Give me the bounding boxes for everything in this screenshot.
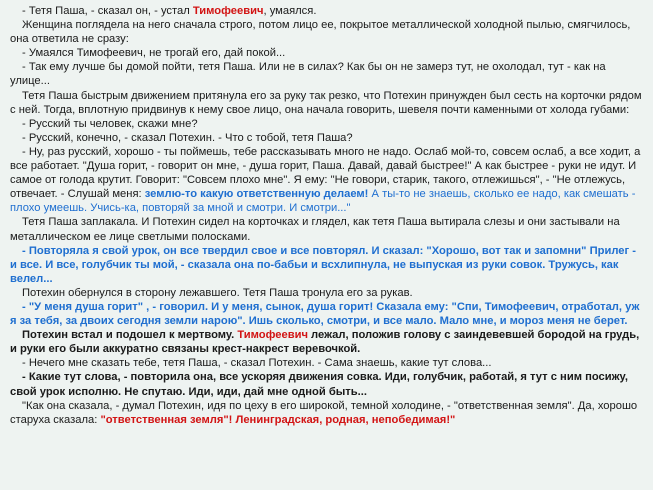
paragraph-5 — [10, 89, 643, 117]
text-run: - Русский ты человек, скажи мне? — [22, 117, 198, 130]
paragraph-8 — [10, 145, 643, 215]
text-run: землю-то какую ответственную делаем! — [144, 188, 369, 201]
text-run: - Повторяла я свой урок, он все твердил свое и все повторял. И сказал: "Хорошо, вот так и запомни" — [22, 244, 590, 257]
paragraph-1 — [10, 4, 643, 18]
paragraph-3 — [10, 46, 643, 60]
text-run: - Умаялся Тимофеевич, не трогай его, дай покой... — [22, 47, 286, 60]
paragraph-9 — [10, 215, 643, 243]
text-run: Тимофеевич — [192, 5, 264, 17]
paragraph-12 — [10, 300, 643, 328]
text-run: - Русский, конечно, - сказал Потехин. - Что с тобой, тетя Паша? — [22, 131, 353, 144]
text-run: Потехин обернулся в сторону лежавшего. Тетя Паша тронула его за рукав. — [22, 286, 413, 299]
text-run: Потехин встал и подошел к мертвому. — [22, 329, 238, 342]
paragraph-11 — [10, 286, 643, 300]
text-run: "Как она сказала, - думал Потехин, идя по цеху в его широкой, темной холодине, - "ответственная земля". Да, хорошо старуха сказала: — [10, 399, 638, 426]
paragraph-6 — [10, 117, 643, 131]
paragraph-14 — [10, 356, 643, 370]
paragraph-2 — [10, 18, 643, 46]
text-run: - "У меня душа горит" , - говорил. И у меня, сынок, душа горит! Сказала ему: "Спи, Тимофеевич, отработал, уж я за тебя, за двоих сегодня земли нарою". Ишь сколько, смотри, и все мало. Мало мне, и мороз меня не берет. — [10, 300, 640, 328]
paragraph-4 — [10, 60, 643, 88]
text-run: "ответственная земля"! Ленинградская, родная, непобедимая!" — [100, 413, 456, 426]
text-run: - Так ему лучше бы домой пойти, тетя Паша. Или не в силах? Как бы он не замерз тут, не охолодал, тут - как на улице... — [10, 61, 606, 88]
text-run: Тетя Паша заплакала. И Потехин сидел на корточках и глядел, как тетя Паша вытирала слезы и они застывали на металлическом ее лице светлыми полосками. — [10, 216, 620, 243]
text-run: - Тетя Паша, - сказал он, - устал — [22, 5, 193, 17]
text-run: - Ну, раз русский, хорошо - ты поймешь, тебе рассказывать много не надо. Ослаб мой-то, совсем ослаб, а все ходит, а все работает. "Душа горит, - говорит он мне, - душа горит, Паша. Давай, давай быстрее!" А как быстрее - руки не идут. И самое от голода крутит. Говорит: "Совсем плохо мне". Я ему: "Не говори, старик, такого, отлежишься", - "Не отлежусь, отвечает. - Слушай меня: — [10, 145, 641, 201]
paragraph-16 — [10, 399, 643, 427]
text-run: Прилег - и все. И все, голубчик ты мой, - сказала она по-бабьи и всхлипнула, не выпуская из руки совок. Тружусь, как велел... — [10, 244, 637, 285]
text-run: А ты-то не знаешь, сколько ее надо, как смешать - плохо умеешь. Учись-ка, повторяй за мной и смотри. И смотри..." — [10, 188, 636, 215]
text-run: - Нечего мне сказать тебе, тетя Паша, - сказал Потехин. - Сама знаешь, какие тут слова... — [22, 357, 492, 370]
text-run: Тимофеевич — [237, 329, 308, 342]
text-run: лежал, положив голову с заиндевевшей бородой на грудь, и руки его были аккуратно связаны крест-накрест веревочкой. — [10, 329, 640, 356]
text-run: , умаялся. — [263, 5, 317, 17]
text-run: Женщина поглядела на него сначала строго, потом лицо ее, покрытое металлической холодной пылью, смягчилось, она ответила не сразу: — [10, 19, 631, 46]
paragraph-15 — [10, 370, 643, 398]
paragraph-13 — [10, 328, 643, 356]
paragraph-10 — [10, 244, 643, 286]
text-run: Тетя Паша быстрым движением притянула его за руку так резко, что Потехин принужден был сесть на корточки рядом с ней. Тогда, вплотную придвинув к нему свое лицо, она начала говорить, шевеля почти каменными от холода губами: — [10, 89, 642, 116]
paragraph-7 — [10, 131, 643, 145]
text-run: - Какие тут слова, - повторила она, все ускоряя движения совка. Иди, голубчик, работай, я тут с ним посижу, свой урок исполню. Не спутаю. Иди, иди, дай мне одной быть... — [10, 371, 629, 398]
